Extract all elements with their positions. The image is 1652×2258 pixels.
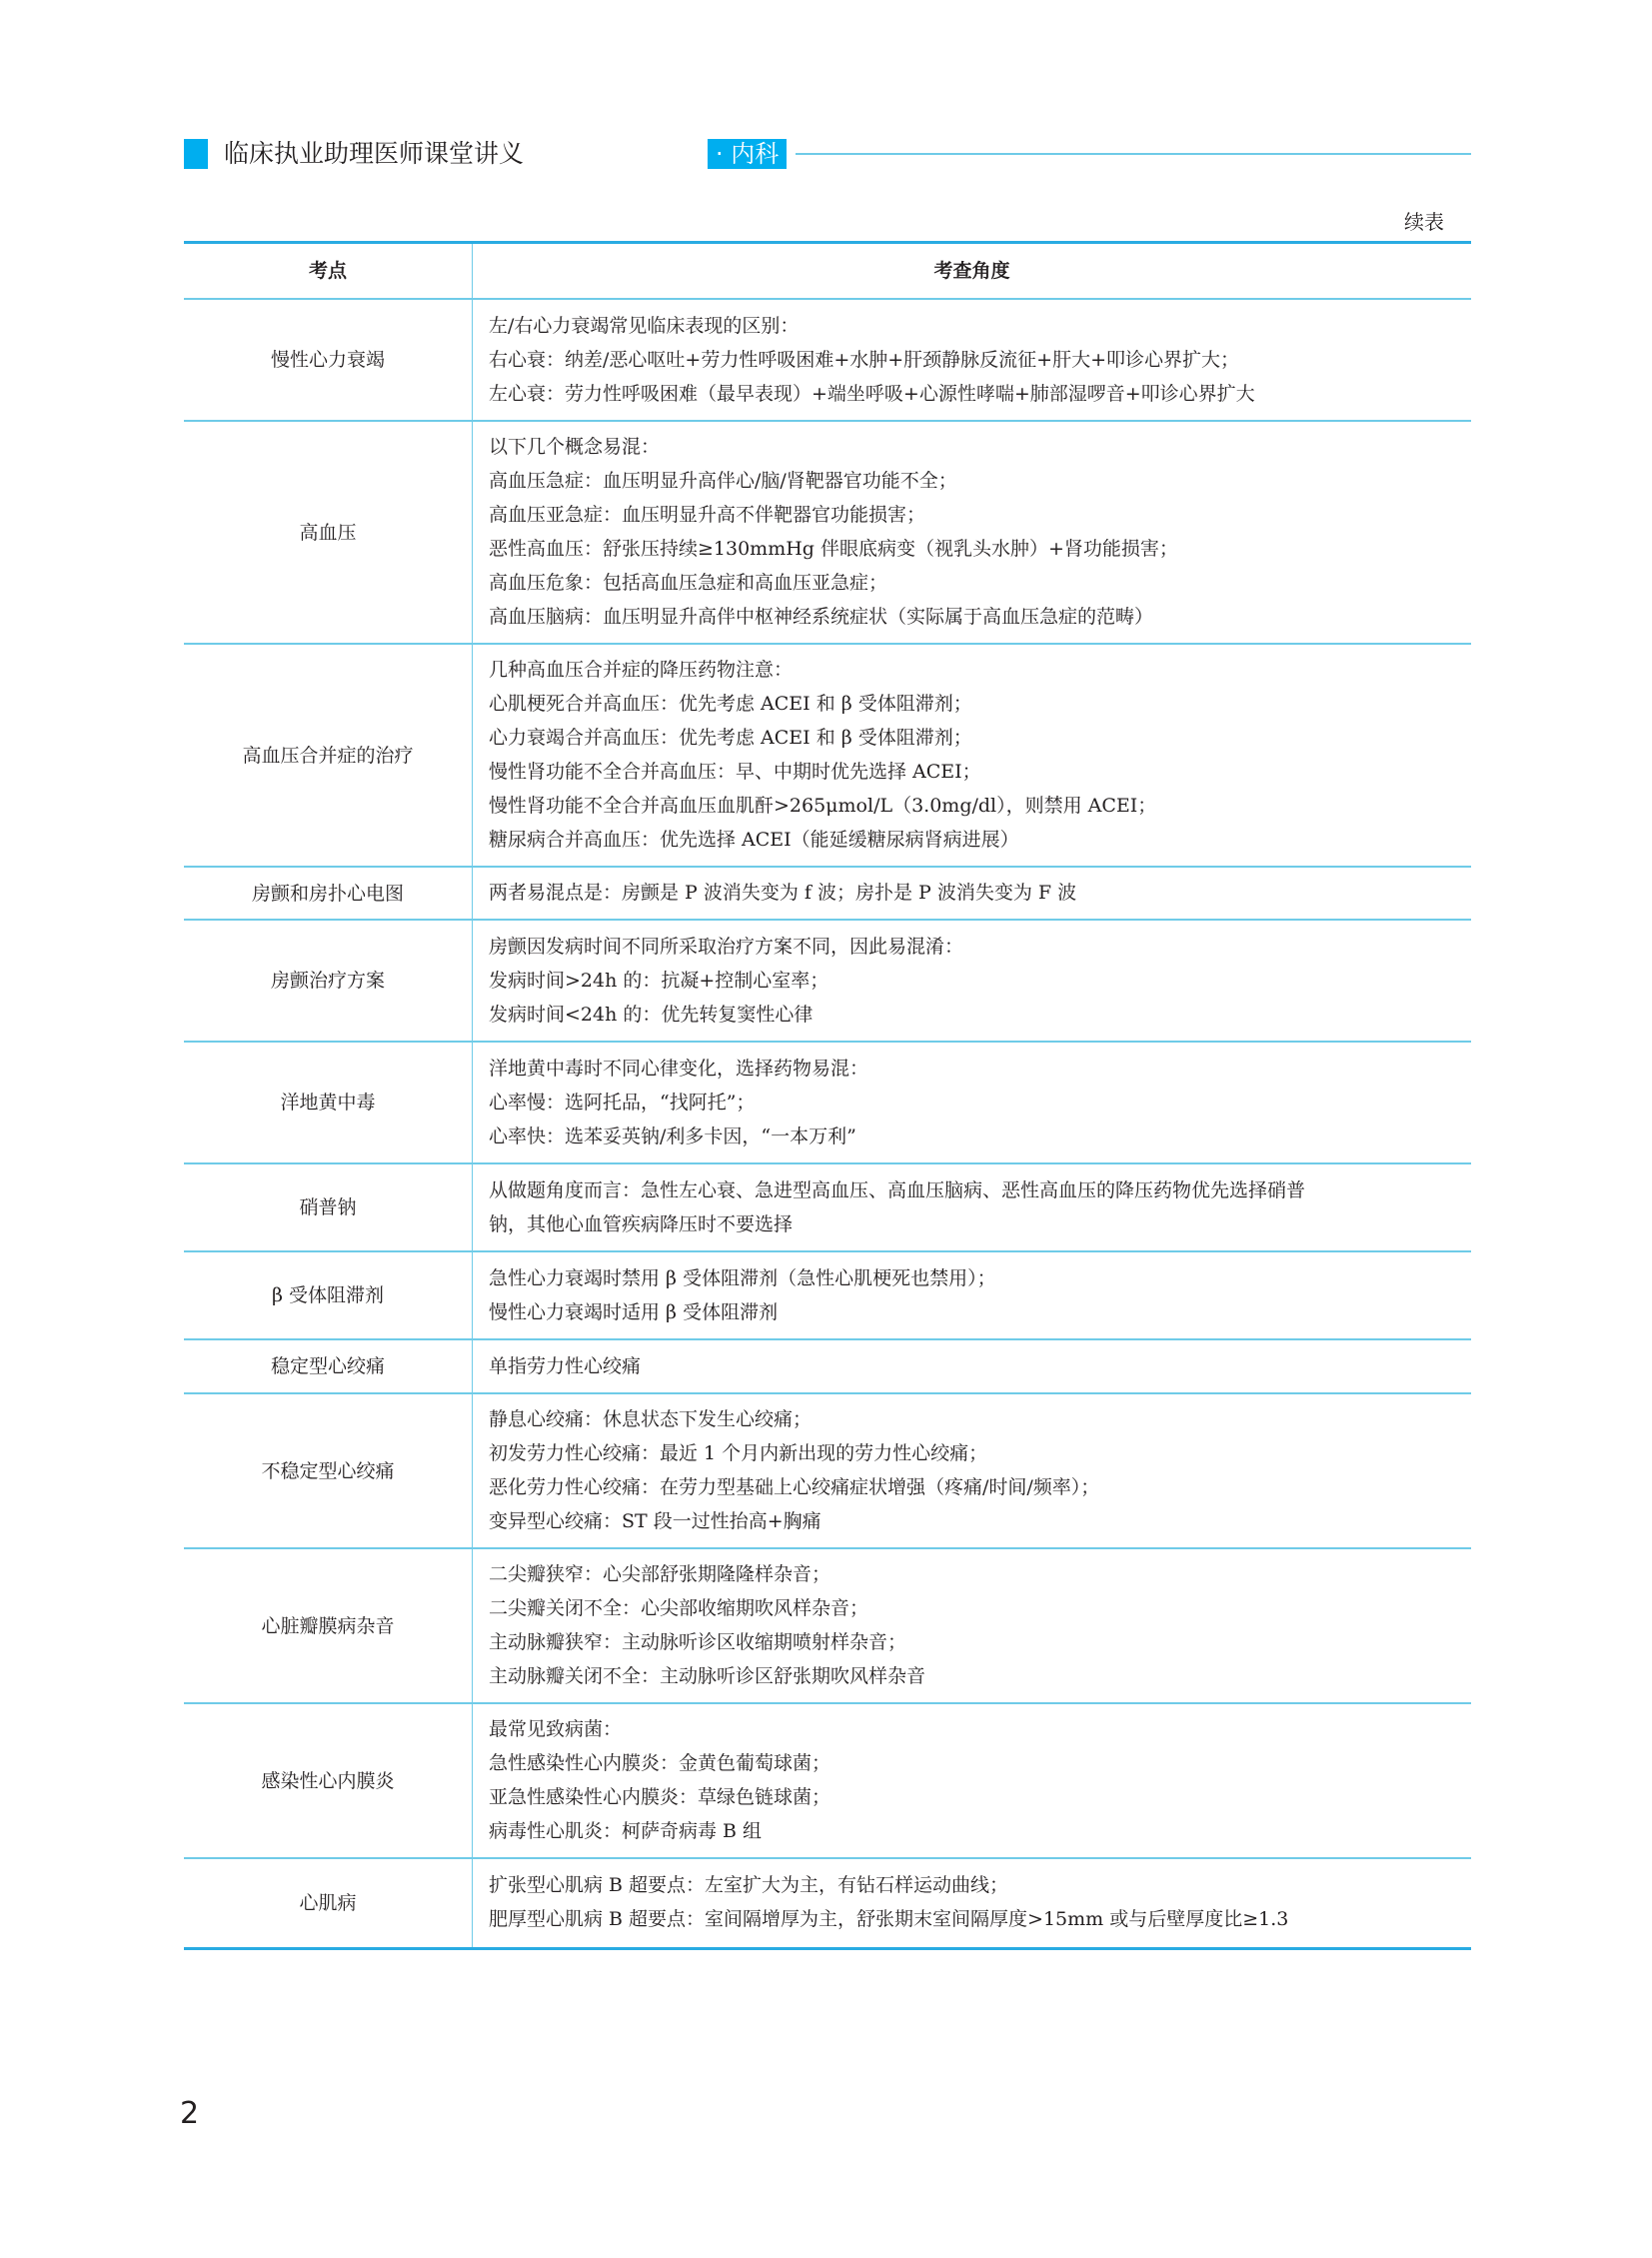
table-row <box>184 1042 1471 1163</box>
angle-line: 急性感染性心内膜炎：金黄色葡萄球菌； <box>489 1752 831 1774</box>
angle-line: 左心衰：劳力性呼吸困难（最早表现）+端坐呼吸+心源性哮喘+肺部湿啰音+叩诊心界扩大 <box>489 382 1255 405</box>
angle-line: 房颤因发病时间不同所采取治疗方案不同，因此易混淆： <box>489 935 964 958</box>
topic-cell: 硝普钠 <box>184 1163 473 1251</box>
angle-line: 心肌梗死合并高血压：优先考虑 ACEI 和 β 受体阻滞剂； <box>489 693 972 715</box>
header-rule <box>796 153 1471 155</box>
angle-line: 最常见致病菌： <box>489 1718 623 1740</box>
angle-cell <box>473 1703 1472 1858</box>
header-accent-square <box>184 139 208 169</box>
page-number: 2 <box>180 2096 200 2131</box>
angle-cell <box>473 1548 1472 1703</box>
angle-line: 从做题角度而言：急性左心衰、急进型高血压、高血压脑病、恶性高血压的降压药物优先选择硝普 <box>489 1178 1306 1201</box>
running-header <box>184 139 1471 171</box>
continued-label: 续表 <box>1404 210 1444 234</box>
angle-line: 亚急性感染性心内膜炎：草绿色链球菌； <box>489 1786 831 1808</box>
angle-line: 发病时间<24h 的：优先转复窦性心律 <box>489 1003 814 1026</box>
table-row <box>184 299 1471 421</box>
column-header-topic: 考点 <box>184 243 473 300</box>
angle-line: 高血压急症：血压明显升高伴心/脑/肾靶器官功能不全； <box>489 470 957 492</box>
angle-cell <box>473 1163 1472 1251</box>
angle-line: 慢性肾功能不全合并高血压血肌酐>265μmol/L（3.0mg/dl），则禁用 ACEI； <box>489 795 1157 817</box>
angle-line: 几种高血压合并症的降压药物注意： <box>489 659 794 681</box>
topic-cell: 洋地黄中毒 <box>184 1042 473 1163</box>
angle-cell <box>473 1858 1472 1948</box>
angle-line: 慢性心力衰竭时适用 β 受体阻滞剂 <box>489 1300 779 1323</box>
angle-line: 钠，其他心血管疾病降压时不要选择 <box>489 1212 794 1235</box>
table-header-row <box>184 243 1471 300</box>
angle-cell <box>473 421 1472 644</box>
knowledge-table <box>184 241 1471 1950</box>
column-header-angle: 考查角度 <box>473 243 1472 300</box>
table-row <box>184 1858 1471 1948</box>
angle-cell <box>473 299 1472 421</box>
topic-cell: 慢性心力衰竭 <box>184 299 473 421</box>
angle-cell <box>473 867 1472 920</box>
topic-cell: 不稳定型心绞痛 <box>184 1393 473 1548</box>
table-row <box>184 1163 1471 1251</box>
angle-line: 高血压亚急症：血压明显升高不伴靶器官功能损害； <box>489 504 926 526</box>
angle-line: 心率快：选苯妥英钠/利多卡因，“一本万利” <box>489 1125 856 1147</box>
angle-line: 左/右心力衰竭常见临床表现的区别： <box>489 314 800 337</box>
topic-cell: 高血压合并症的治疗 <box>184 644 473 867</box>
section-badge: · 内科 <box>708 139 787 169</box>
angle-line: 肥厚型心肌病 B 超要点：室间隔增厚为主，舒张期末室间隔厚度>15mm 或与后壁厚度比≥1.3 <box>489 1908 1289 1931</box>
book-title: 临床执业助理医师课堂讲义 <box>224 139 525 168</box>
angle-line: 心力衰竭合并高血压：优先考虑 ACEI 和 β 受体阻滞剂； <box>489 727 972 749</box>
table-row <box>184 1339 1471 1393</box>
angle-line: 主动脉瓣狭窄：主动脉听诊区收缩期喷射样杂音； <box>489 1631 907 1653</box>
table-row <box>184 1251 1471 1339</box>
topic-cell: 心脏瓣膜病杂音 <box>184 1548 473 1703</box>
angle-line: 变异型心绞痛：ST 段一过性抬高+胸痛 <box>489 1510 822 1532</box>
topic-cell: 高血压 <box>184 421 473 644</box>
topic-cell: 房颤治疗方案 <box>184 920 473 1042</box>
angle-cell <box>473 1042 1472 1163</box>
angle-line: 恶性高血压：舒张压持续≥130mmHg 伴眼底病变（视乳头水肿）+肾功能损害； <box>489 538 1178 560</box>
angle-line: 糖尿病合并高血压：优先选择 ACEI（能延缓糖尿病肾病进展） <box>489 829 1019 851</box>
angle-line: 恶化劳力性心绞痛：在劳力型基础上心绞痛症状增强（疼痛/时间/频率）； <box>489 1476 1100 1498</box>
angle-line: 病毒性心肌炎：柯萨奇病毒 B 组 <box>489 1820 763 1842</box>
topic-cell: β 受体阻滞剂 <box>184 1251 473 1339</box>
topic-cell: 感染性心内膜炎 <box>184 1703 473 1858</box>
angle-line: 心率慢：选阿托品，“找阿托”； <box>489 1091 756 1114</box>
table-row <box>184 1393 1471 1548</box>
angle-line: 高血压危象：包括高血压急症和高血压亚急症； <box>489 572 888 594</box>
angle-line: 主动脉瓣关闭不全：主动脉听诊区舒张期吹风样杂音 <box>489 1665 926 1687</box>
topic-cell: 房颤和房扑心电图 <box>184 867 473 920</box>
angle-cell <box>473 1339 1472 1393</box>
angle-line: 单指劳力性心绞痛 <box>489 1354 642 1377</box>
angle-line: 高血压脑病：血压明显升高伴中枢神经系统症状（实际属于高血压急症的范畴） <box>489 606 1154 628</box>
angle-line: 扩张型心肌病 B 超要点：左室扩大为主，有钻石样运动曲线； <box>489 1874 1009 1897</box>
table-row <box>184 1548 1471 1703</box>
table-row <box>184 920 1471 1042</box>
table-row <box>184 644 1471 867</box>
angle-cell <box>473 644 1472 867</box>
topic-cell: 心肌病 <box>184 1858 473 1948</box>
angle-line: 右心衰：纳差/恶心呕吐+劳力性呼吸困难+水肿+肝颈静脉反流征+肝大+叩诊心界扩大； <box>489 348 1240 371</box>
angle-line: 两者易混点是：房颤是 P 波消失变为 f 波；房扑是 P 波消失变为 F 波 <box>489 882 1077 904</box>
angle-line: 二尖瓣关闭不全：心尖部收缩期吹风样杂音； <box>489 1597 869 1619</box>
angle-cell <box>473 1393 1472 1548</box>
angle-line: 发病时间>24h 的：抗凝+控制心室率； <box>489 969 829 992</box>
angle-line: 洋地黄中毒时不同心律变化，选择药物易混： <box>489 1057 869 1080</box>
angle-line: 二尖瓣狭窄：心尖部舒张期隆隆样杂音； <box>489 1563 831 1585</box>
topic-cell: 稳定型心绞痛 <box>184 1339 473 1393</box>
angle-line: 急性心力衰竭时禁用 β 受体阻滞剂（急性心肌梗死也禁用）； <box>489 1266 996 1289</box>
angle-cell <box>473 1251 1472 1339</box>
angle-line: 静息心绞痛：休息状态下发生心绞痛； <box>489 1408 813 1430</box>
table-row <box>184 421 1471 644</box>
angle-line: 慢性肾功能不全合并高血压：早、中期时优先选择 ACEI； <box>489 761 981 783</box>
table-row <box>184 1703 1471 1858</box>
angle-line: 初发劳力性心绞痛：最近 1 个月内新出现的劳力性心绞痛； <box>489 1442 988 1464</box>
angle-line: 以下几个概念易混： <box>489 436 661 458</box>
table-row <box>184 867 1471 920</box>
angle-cell <box>473 920 1472 1042</box>
